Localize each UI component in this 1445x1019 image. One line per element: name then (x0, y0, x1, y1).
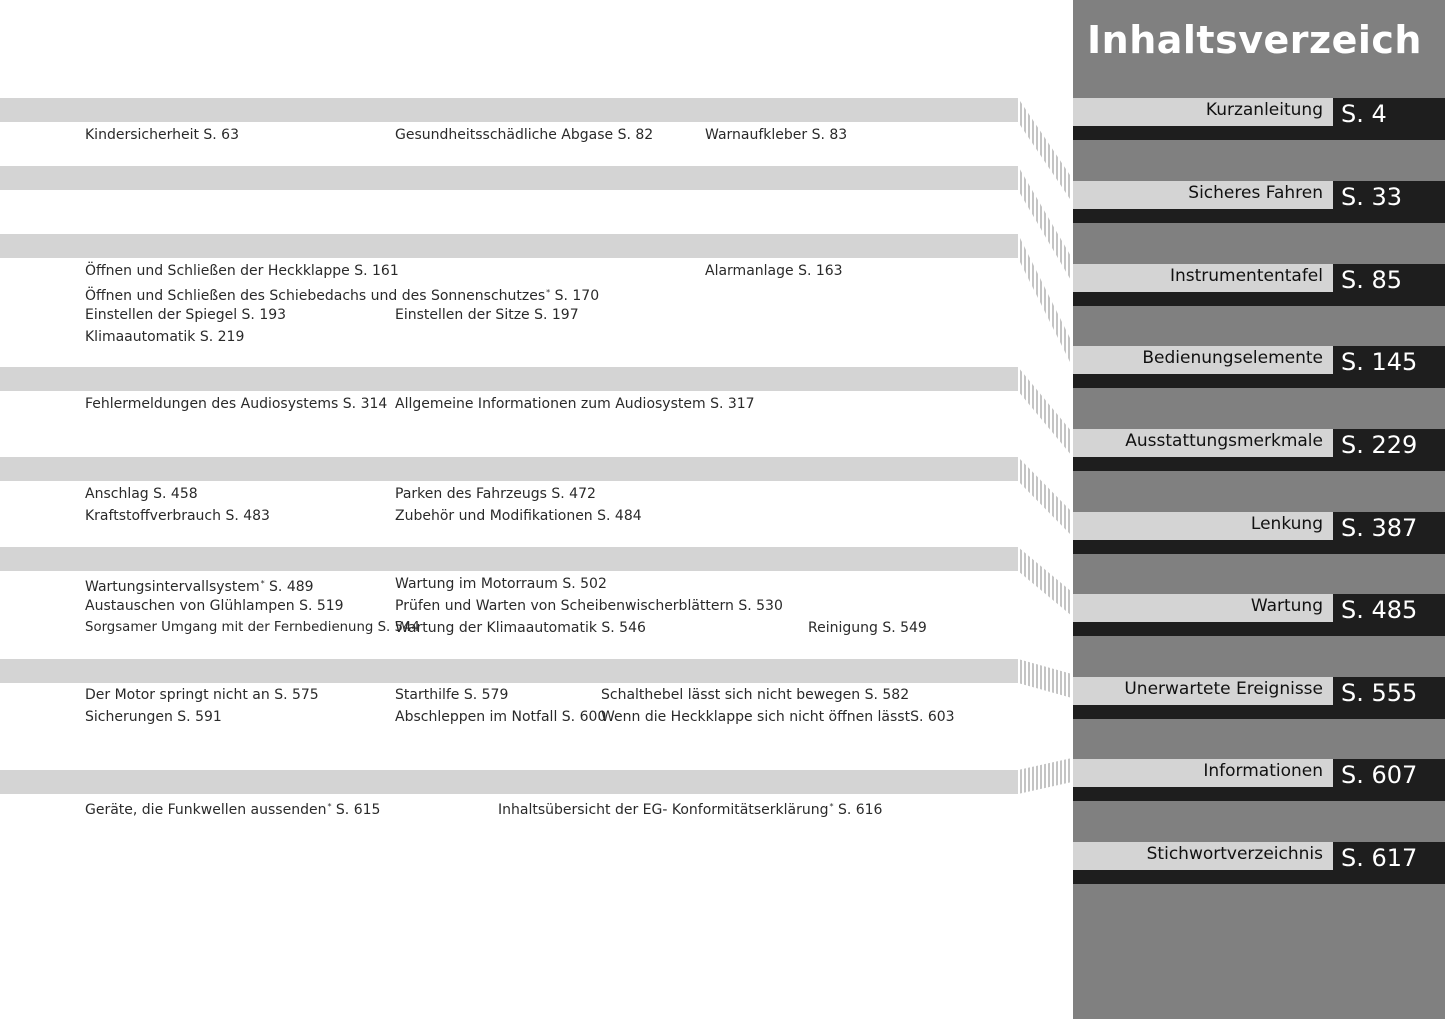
toc-entry[interactable]: Einstellen der Spiegel S. 193 (85, 307, 287, 323)
section-bar-8 (0, 770, 1018, 794)
tab-page-number: S. 85 (1341, 266, 1403, 294)
tab-bedienungselemente[interactable] (1073, 346, 1445, 388)
tab-instrumententafel[interactable] (1073, 264, 1445, 306)
connector-stripes (1016, 90, 1074, 830)
toc-entry-page: S. 489 (269, 579, 314, 595)
toc-entry[interactable]: Wartung der Klimaautomatik S. 546 (395, 620, 646, 636)
toc-entry-text: Öffnen und Schließen des Schiebedachs und des Sonnenschutzes (85, 288, 546, 304)
tab-label: Sicheres Fahren (1188, 183, 1323, 203)
tab-label: Kurzanleitung (1205, 100, 1323, 120)
tab-label: Ausstattungsmerkmale (1125, 431, 1323, 451)
section-bar-1 (0, 98, 1018, 122)
sidebar-title: Inhaltsverzeich (1087, 18, 1422, 62)
footnote-mark: * (327, 802, 332, 811)
section-bar-2 (0, 166, 1018, 190)
toc-entry[interactable]: Kraftstoffverbrauch S. 483 (85, 508, 270, 524)
section-bar-4 (0, 367, 1018, 391)
tab-page-number: S. 617 (1341, 844, 1418, 872)
tab-stichwortverzeichnis[interactable] (1073, 842, 1445, 884)
tab-page-number: S. 33 (1341, 183, 1403, 211)
toc-entry[interactable]: Prüfen und Warten von Scheibenwischerblättern S. 530 (395, 598, 783, 614)
tab-page-number: S. 229 (1341, 431, 1418, 459)
section-bar-5 (0, 457, 1018, 481)
section-bar-3 (0, 234, 1018, 258)
tab-label: Bedienungselemente (1142, 348, 1323, 368)
toc-entry-text: Inhaltsübersicht der EG- Konformitätserklärung (498, 802, 829, 818)
section-bar-6 (0, 547, 1018, 571)
tab-informationen[interactable] (1073, 759, 1445, 801)
toc-entry[interactable]: Reinigung S. 549 (808, 620, 927, 636)
toc-entry-page: S. 615 (335, 802, 381, 818)
toc-entry[interactable]: Anschlag S. 458 (85, 486, 198, 502)
toc-entry[interactable]: Starthilfe S. 579 (395, 687, 509, 703)
tab-page-number: S. 607 (1341, 761, 1418, 789)
footnote-mark: * (260, 579, 265, 588)
tab-page-number: S. 485 (1341, 596, 1418, 624)
tab-lenkung[interactable] (1073, 512, 1445, 554)
toc-entry[interactable]: Fehlermeldungen des Audiosystems S. 314 (85, 396, 388, 412)
tab-label: Wartung (1250, 596, 1323, 616)
toc-entry[interactable]: Abschleppen im Notfall S. 600 (395, 709, 607, 725)
toc-entry[interactable]: Wenn die Heckklappe sich nicht öffnen lässtS. 603 (601, 709, 955, 725)
tab-label: Unerwartete Ereignisse (1124, 679, 1323, 699)
tab-unerwartete-ereignisse[interactable] (1073, 677, 1445, 719)
toc-entry-text: Geräte, die Funkwellen aussenden (85, 802, 327, 818)
tab-page-number: S. 145 (1341, 348, 1418, 376)
toc-entry[interactable]: Klimaautomatik S. 219 (85, 329, 245, 345)
footnote-mark: * (829, 802, 834, 811)
toc-entry[interactable]: Schalthebel lässt sich nicht bewegen S. 582 (601, 687, 910, 703)
toc-entry-page: S. 170 (554, 288, 600, 304)
toc-entry[interactable]: Alarmanlage S. 163 (705, 263, 843, 279)
tab-label: Instrumententafel (1169, 266, 1323, 286)
toc-entry[interactable]: Austauschen von Glühlampen S. 519 (85, 598, 344, 614)
toc-entry[interactable]: Parken des Fahrzeugs S. 472 (395, 486, 596, 502)
tab-ausstattungsmerkmale[interactable] (1073, 429, 1445, 471)
toc-entry[interactable]: Einstellen der Sitze S. 197 (395, 307, 579, 323)
toc-entry[interactable]: Zubehör und Modifikationen S. 484 (395, 508, 642, 524)
tab-wartung[interactable] (1073, 594, 1445, 636)
toc-entry[interactable]: Wartung im Motorraum S. 502 (395, 576, 607, 592)
section-bar-7 (0, 659, 1018, 683)
toc-entry[interactable]: Der Motor springt nicht an S. 575 (85, 687, 319, 703)
toc-entry[interactable]: Sicherungen S. 591 (85, 709, 222, 725)
toc-entry[interactable] (85, 575, 314, 596)
footnote-mark: * (546, 288, 551, 297)
tab-kurzanleitung[interactable] (1073, 98, 1445, 140)
tab-label: Stichwortverzeichnis (1146, 844, 1323, 864)
tab-label: Lenkung (1250, 514, 1323, 534)
tab-page-number: S. 555 (1341, 679, 1418, 707)
toc-entry[interactable]: Allgemeine Informationen zum Audiosystem S. 317 (395, 396, 755, 412)
tab-label: Informationen (1203, 761, 1323, 781)
toc-entry[interactable]: Gesundheitsschädliche Abgase S. 82 (395, 127, 654, 143)
toc-entry[interactable] (498, 798, 882, 819)
toc-entry[interactable]: Warnaufkleber S. 83 (705, 127, 848, 143)
toc-entry-page: S. 616 (837, 802, 883, 818)
toc-entry[interactable] (85, 798, 380, 819)
tab-page-number: S. 387 (1341, 514, 1418, 542)
tab-page-number: S. 4 (1341, 100, 1387, 128)
toc-entry[interactable]: Kindersicherheit S. 63 (85, 127, 239, 143)
tab-sicheres-fahren[interactable] (1073, 181, 1445, 223)
toc-entry-text: Wartungsintervallsystem (85, 579, 260, 595)
toc-entry[interactable]: Öffnen und Schließen der Heckklappe S. 161 (85, 263, 399, 279)
toc-entry[interactable]: Sorgsamer Umgang mit der Fernbedienung S. 544 (85, 620, 420, 635)
toc-entry[interactable] (85, 284, 599, 305)
